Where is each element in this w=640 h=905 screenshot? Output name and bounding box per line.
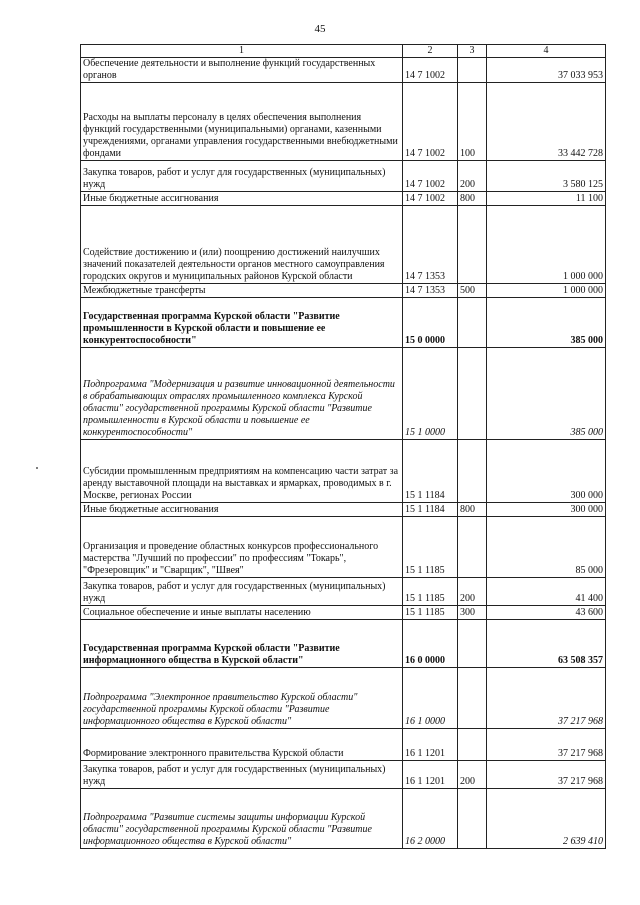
row-code: 15 1 1184 xyxy=(403,440,458,503)
row-type: 200 xyxy=(458,161,487,192)
row-type: 200 xyxy=(458,578,487,606)
row-name: Иные бюджетные ассигнования xyxy=(81,503,403,517)
table-row xyxy=(81,578,606,606)
row-code: 15 1 0000 xyxy=(403,348,458,440)
row-type: 800 xyxy=(458,503,487,517)
row-amount: 2 639 410 xyxy=(487,789,606,849)
row-amount: 11 100 xyxy=(487,192,606,206)
row-code: 14 7 1353 xyxy=(403,284,458,298)
row-amount: 37 217 968 xyxy=(487,761,606,789)
row-code: 16 1 1201 xyxy=(403,761,458,789)
row-amount: 41 400 xyxy=(487,578,606,606)
row-name: Государственная программа Курской области "Развитие информационного общества в Курской области" xyxy=(81,620,403,668)
table-header-row xyxy=(81,45,606,58)
page-number: 45 xyxy=(314,23,326,35)
row-code: 14 7 1002 xyxy=(403,192,458,206)
row-type xyxy=(458,789,487,849)
column-header-2: 2 xyxy=(403,45,458,58)
table-row xyxy=(81,348,606,440)
row-code: 16 1 0000 xyxy=(403,668,458,729)
row-amount: 385 000 xyxy=(487,348,606,440)
row-name: Закупка товаров, работ и услуг для государственных (муниципальных) нужд xyxy=(81,761,403,789)
row-name: Закупка товаров, работ и услуг для государственных (муниципальных) нужд xyxy=(81,578,403,606)
column-header-3: 3 xyxy=(458,45,487,58)
row-type: 800 xyxy=(458,192,487,206)
row-code: 14 7 1002 xyxy=(403,161,458,192)
row-type xyxy=(458,729,487,761)
row-code: 15 1 1185 xyxy=(403,578,458,606)
row-type xyxy=(458,206,487,284)
row-amount: 33 442 728 xyxy=(487,83,606,161)
row-amount: 300 000 xyxy=(487,503,606,517)
row-type xyxy=(458,348,487,440)
row-amount: 1 000 000 xyxy=(487,284,606,298)
column-header-1: 1 xyxy=(81,45,403,58)
row-code: 14 7 1002 xyxy=(403,83,458,161)
row-amount: 385 000 xyxy=(487,298,606,348)
row-name: Подпрограмма "Электронное правительство Курской области" государственной программы Курской области "Развитие информационного общества в Курской области" xyxy=(81,668,403,729)
table-row xyxy=(81,298,606,348)
column-header-4: 4 xyxy=(487,45,606,58)
row-amount: 37 217 968 xyxy=(487,668,606,729)
row-name: Субсидии промышленным предприятиям на компенсацию части затрат за аренду выставочной площади на выставках и ярмарках, проводимых в г. Москве, регионах России xyxy=(81,440,403,503)
row-code: 15 1 1185 xyxy=(403,517,458,578)
row-name: Содействие достижению и (или) поощрению достижений наилучших значений показателей деятельности органов местного самоуправления городских округов и муниципальных районов Курской области xyxy=(81,206,403,284)
row-code: 15 1 1184 xyxy=(403,503,458,517)
row-name: Формирование электронного правительства Курской области xyxy=(81,729,403,761)
row-amount: 3 580 125 xyxy=(487,161,606,192)
table-row xyxy=(81,284,606,298)
table-row xyxy=(81,161,606,192)
row-amount: 300 000 xyxy=(487,440,606,503)
row-amount: 43 600 xyxy=(487,606,606,620)
row-amount: 37 033 953 xyxy=(487,58,606,83)
row-name: Закупка товаров, работ и услуг для государственных (муниципальных) нужд xyxy=(81,161,403,192)
budget-table xyxy=(80,44,606,849)
row-code: 14 7 1353 xyxy=(403,206,458,284)
scan-speck xyxy=(36,467,38,469)
row-type xyxy=(458,517,487,578)
row-name: Подпрограмма "Модернизация и развитие инновационной деятельности в обрабатывающих отраслях промышленного комплекса Курской области" государственной программы Курской области "Развитие промышленности в Курской области и повышение ее конкурентоспособности" xyxy=(81,348,403,440)
row-name: Организация и проведение областных конкурсов профессионального мастерства "Лучший по профессии" по профессиям "Токарь", "Фрезеровщик" и "Сварщик", "Швея" xyxy=(81,517,403,578)
table-row xyxy=(81,620,606,668)
table-row xyxy=(81,440,606,503)
table-row xyxy=(81,761,606,789)
row-name: Подпрограмма "Развитие системы защиты информации Курской области" государственной программы Курской области "Развитие информационного общества в Курской области" xyxy=(81,789,403,849)
table-row xyxy=(81,58,606,83)
table-row xyxy=(81,192,606,206)
table-row xyxy=(81,517,606,578)
row-amount: 63 508 357 xyxy=(487,620,606,668)
table-row xyxy=(81,668,606,729)
row-type xyxy=(458,298,487,348)
row-code: 16 0 0000 xyxy=(403,620,458,668)
row-type: 300 xyxy=(458,606,487,620)
row-code: 14 7 1002 xyxy=(403,58,458,83)
row-type: 500 xyxy=(458,284,487,298)
table-row xyxy=(81,503,606,517)
row-type xyxy=(458,668,487,729)
table-row xyxy=(81,789,606,849)
row-type xyxy=(458,58,487,83)
row-type: 100 xyxy=(458,83,487,161)
table-row xyxy=(81,206,606,284)
row-code: 15 1 1185 xyxy=(403,606,458,620)
row-amount: 1 000 000 xyxy=(487,206,606,284)
row-type xyxy=(458,440,487,503)
row-name: Расходы на выплаты персоналу в целях обеспечения выполнения функций государственными (муниципальными) органами, казенными учреждениями, органами управления государственными внебюджетными фондами xyxy=(81,83,403,161)
row-code: 15 0 0000 xyxy=(403,298,458,348)
row-code: 16 1 1201 xyxy=(403,729,458,761)
row-amount: 85 000 xyxy=(487,517,606,578)
row-name: Обеспечение деятельности и выполнение функций государственных органов xyxy=(81,58,403,83)
table-row xyxy=(81,83,606,161)
row-type xyxy=(458,620,487,668)
row-amount: 37 217 968 xyxy=(487,729,606,761)
row-code: 16 2 0000 xyxy=(403,789,458,849)
row-name: Межбюджетные трансферты xyxy=(81,284,403,298)
row-name: Социальное обеспечение и иные выплаты населению xyxy=(81,606,403,620)
table-row xyxy=(81,606,606,620)
row-name: Иные бюджетные ассигнования xyxy=(81,192,403,206)
table-row xyxy=(81,729,606,761)
row-type: 200 xyxy=(458,761,487,789)
row-name: Государственная программа Курской области "Развитие промышленности в Курской области и повышение ее конкурентоспособности" xyxy=(81,298,403,348)
